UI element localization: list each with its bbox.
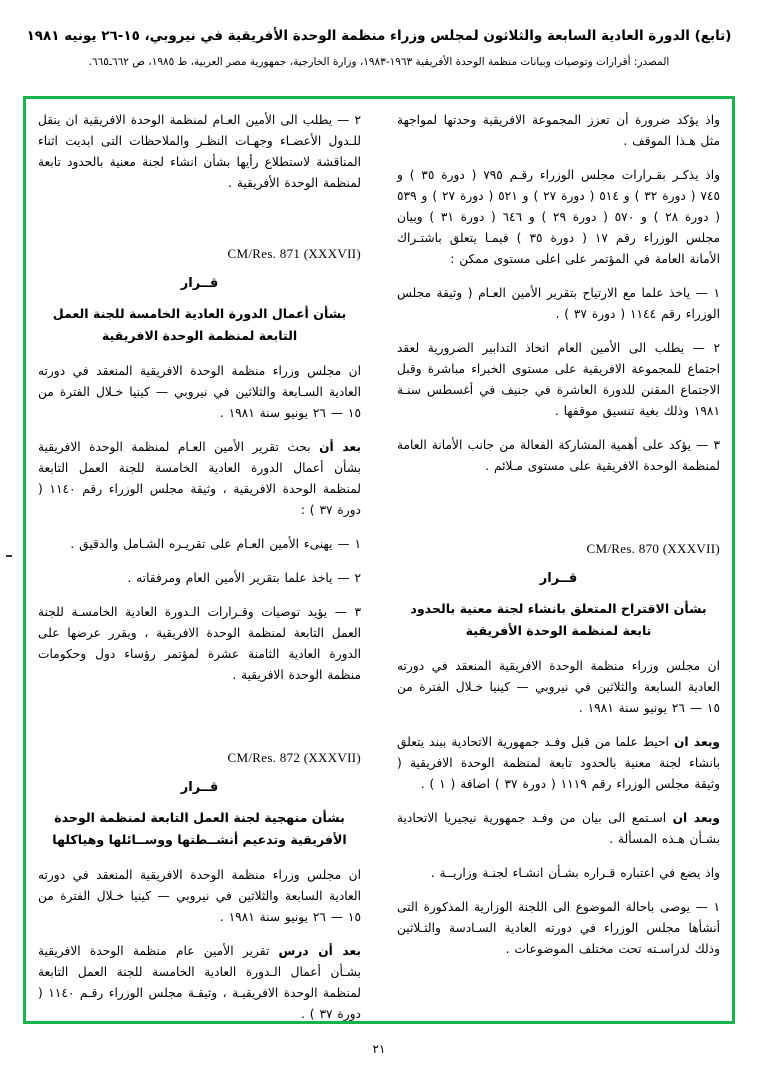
right-column bbox=[397, 110, 720, 1010]
resolution-title-872: بشأن منهجية لجنة العمل التابعة لمنظمة الوحدة الأفريقية وتدعيم أنشــطتها ووســائلها وهياكلها bbox=[52, 809, 347, 847]
page-header bbox=[0, 26, 758, 71]
para-item-3: ٣ — يؤكد على أهمية المشاركة الفعالة من جانب الأمانة العامة لمنظمة الوحدة الافريقية على مستوى مـلائم . bbox=[397, 437, 720, 473]
margin-tick bbox=[6, 555, 12, 557]
qarar-label-871: قــرار bbox=[180, 275, 219, 291]
para-necessity: واذ يؤكد ضرورة أن تعزز المجموعة الافريقية وحدتها لمواجهة مثل هـذا الموقف . bbox=[397, 113, 720, 148]
para-recall-resolutions: واذ يذكـر بقـرارات مجلس الوزراء رقـم ٧٩٥ ( دورة ٣٥ ) و ٧٤٥ ( دورة ٣٢ ) و ٥١٤ ( دورة ٢٧ ) و ٥٢١ ( دورة ٢٧ ) و ٥٣٩ ( دورة ٢٨ ) و ٥٧٠ ( دورة ٢٩ ) و ٦٤٦ ( دورة ٣١ ) وبيان مجلس الوزراء رقم ١٧ ( دورة ٣٥ ) فيمـا يتعلق باشتـراك الأمانة العامة في المؤتمر على اعلى مستوى ممكن : bbox=[397, 167, 721, 266]
resolution-title-870: بشأن الاقتراح المتعلق بانشاء لجنة معنية بالحدود تابعة لمنظمة الوحدة الأفريقية bbox=[410, 600, 707, 638]
spacer bbox=[38, 702, 361, 728]
resolution-title-871: بشأن أعمال الدورة العادية الخامسة للجنة العمل التابعة لمنظمة الوحدة الافريقية bbox=[52, 305, 347, 343]
resolution-id-871: CM/Res. 871 (XXXVII) bbox=[227, 245, 361, 261]
para-intro-secretary-general: ٢ — يطلب الى الأمين العـام لمنظمة الوحدة الافريقية ان ينقل للـدول الأعضـاء وجهـات النظـر والملاحظات التى ابديت اثناء المناقشة لاستطلاع رأيها بشأن انشاء لجنة معنية بالحدود تابعة لمنظمة الوحدة الأفريقية . bbox=[38, 113, 361, 190]
qarar-label-870: قــرار bbox=[539, 570, 578, 586]
left-column bbox=[38, 110, 361, 1021]
two-column-body bbox=[38, 110, 721, 1021]
resolution-id-872: CM/Res. 872 (XXXVII) bbox=[227, 749, 361, 765]
para-871-item-1: ١ — يهنىء الأمين العـام على تقريـره الشـامل والدقيق . bbox=[70, 536, 361, 551]
qarar-label-872: قــرار bbox=[180, 779, 219, 795]
header-source: المصدر: أقرارات وتوصيات وبيانات منظمة الوحدة الأفريقية ١٩٦٣-١٩٨٣، وزارة الخارجية، جمهورية مصر العربية، ط ١٩٨٥، ص ٦٦٢ـ٦٦٥. bbox=[88, 56, 670, 69]
para-consideration: واذ يضع في اعتباره قـراره بشـأن انشـاء لجنـة وزاريــة . bbox=[430, 865, 720, 880]
spacer bbox=[397, 493, 720, 519]
spacer bbox=[38, 210, 361, 224]
para-heard-statement: وبعد ان اسـتمع الى بيان من وفـد جمهورية نيجيريا الاتحادية بشـأن هـذه المسألة . bbox=[397, 810, 720, 846]
para-872-after-study: بعد أن درس تقرير الأمين عام منظمة الوحدة الافريقية بشـأن أعمال الـدورة العادية الخامسة للجنة العمل التابعة لمنظمة الوحدة الافريقيـة ، وثيقـة مجلس الوزراء رقـم ١١٤٠ ( دورة ٣٧ ) . bbox=[38, 943, 361, 1021]
para-nigeria-proposal: وبعد ان احيط علما من قبل وفـد جمهورية الاتحادية ببند يتعلق بانشاء لجنة معنية بالحدود تابعة لمنظمة الوحدة الافريقية ( وثيقة مجلس الوزراء رقم ١١١٩ ( دورة ٣٧ ) اضافة ( ١ ) . bbox=[397, 734, 720, 791]
header-title: (تابع) الدورة العادية السابعة والثلاثون لمجلس وزراء منظمة الوحدة الأفريقية في نيروبي، ١٥-٢٦ يونيه ١٩٨١ bbox=[26, 28, 732, 44]
resolution-id-870: CM/Res. 870 (XXXVII) bbox=[586, 540, 720, 556]
para-871-after-study: بعد أن بحث تقرير الأمين العـام لمنظمة الوحدة الافريقية بشأن أعمال الدورة العادية الخامسة للجنة العمل التابعة لمنظمة الوحدة الافريقية ، وثيقة مجلس الوزراء رقم ١١٤٠ ( دورة ٣٧ ) : bbox=[38, 439, 361, 517]
page-number: ٢١ bbox=[372, 1042, 386, 1056]
para-871-item-2: ٢ — ياخذ علما بتقرير الأمين العام ومرفقاته . bbox=[127, 570, 361, 585]
para-council-meeting: ان مجلس وزراء منظمة الوحدة الافريقية المنعقد في دورته العادية السابعة والثلاثين في نيروبي — كينيا خـلال الفترة من ١٥ — ٢٦ يونيو سنة ١٩٨١ . bbox=[397, 658, 720, 715]
para-871-item-3: ٣ — يؤيد توصيات وقـرارات الـدورة العادية الخامسـة للجنة العمل التابعة لمنظمة الوحدة الافريقية ، ويقرر عرضها على الدورة العادية الثامنة عشرة لمؤتمر رؤساء دول وحكومات منظمة الوحدة الافريقية . bbox=[38, 604, 361, 682]
para-recommend-1: ١ — يوصى باحالة الموضوع الى اللجنة الوزارية المذكورة التى أنشأها مجلس الوزراء في دورته العادية السـادسة والثـلاثين وذلك لدراسـته تحت مختلف الموضوعات . bbox=[397, 899, 720, 956]
para-871-council: ان مجلس وزراء منظمة الوحدة الافريقية المنعقد في دورته العادية السـابعة والثلاثين في نيروبي — كينيا خـلال الفترة من ١٥ — ٢٦ يونيو سنة ١٩٨١ . bbox=[38, 364, 361, 420]
para-item-2: ٢ — يطلب الى الأمين العام اتخاذ التدابير الضرورية لعقد اجتماع للمجموعة الافريقية على مستوى الخبراء مباشرة وقبل الاجتماع المقنن للدورة العاشرة في جنيف في أغسطس سنـة ١٩٨١ وذلك بغية تنسيق موقفها . bbox=[397, 340, 720, 418]
para-872-council: ان مجلس وزراء منظمة الوحدة الافريقية المنعقد في دورته العادية السابعة والثلاثين في نيروبي — كينيا خـلال الفترة من ١٥ — ٢٦ يونيو سنة ١٩٨١ . bbox=[38, 867, 361, 924]
para-item-1: ١ — ياخذ علما مع الارتياح بتقرير الأمين العـام ( وثيقة مجلس الوزراء رقم ١١٤٤ ( دورة ٣٧ ) . bbox=[397, 285, 720, 321]
